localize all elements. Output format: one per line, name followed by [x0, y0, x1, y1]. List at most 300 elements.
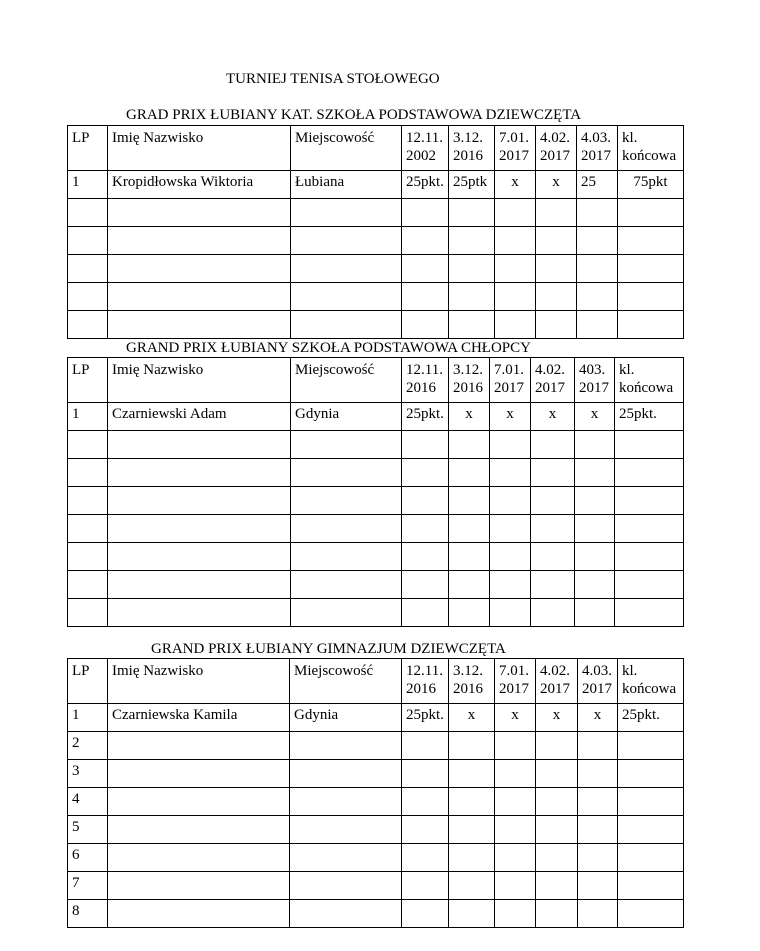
table-cell: [68, 487, 108, 515]
table-cell: 2: [68, 732, 108, 760]
header-cell-text: 7.01.: [499, 130, 529, 146]
table-cell: [495, 732, 536, 760]
table-cell: Czarniewski Adam: [108, 403, 291, 431]
table-cell: [108, 459, 291, 487]
table-cell: [495, 255, 536, 283]
header-cell: [68, 126, 108, 171]
header-cell: [68, 659, 108, 704]
header-cell: [291, 126, 402, 171]
table-cell: [291, 311, 402, 339]
header-cell-text: 12.11.: [406, 362, 443, 378]
header-cell-text: 2017: [582, 681, 612, 697]
table-cell: [449, 872, 495, 900]
header-cell-text: 2017: [535, 380, 565, 396]
table-cell: [402, 844, 449, 872]
table-cell: [291, 571, 402, 599]
table-cell: x: [575, 403, 615, 431]
table-cell: [290, 760, 402, 788]
table-cell: [449, 283, 495, 311]
table-cell: [495, 816, 536, 844]
header-cell: [68, 358, 108, 403]
section-3-table: [67, 658, 684, 928]
table-cell: x: [495, 704, 536, 732]
table-cell: [536, 788, 578, 816]
header-cell-text: 2016: [453, 681, 483, 697]
table-cell: x: [495, 171, 536, 199]
section-2-table: [67, 357, 684, 627]
table-cell: [402, 459, 449, 487]
table-row: [68, 515, 684, 543]
table-cell: [402, 431, 449, 459]
table-cell: [108, 571, 291, 599]
table-cell: [495, 900, 536, 928]
header-cell: [618, 126, 684, 171]
table-cell: [531, 543, 575, 571]
table-cell: [575, 599, 615, 627]
table-cell: [449, 515, 490, 543]
table-cell: [291, 431, 402, 459]
header-cell: [449, 126, 495, 171]
table-cell: [495, 227, 536, 255]
header-cell-text: 2002: [406, 148, 436, 164]
table-cell: [290, 732, 402, 760]
header-cell-text: 4.03.: [581, 130, 611, 146]
table-cell: [108, 283, 291, 311]
table-cell: [490, 599, 531, 627]
header-cell-text: 2016: [406, 380, 436, 396]
table-cell: [402, 816, 449, 844]
table-cell: 25pkt.: [402, 403, 449, 431]
table-cell: [449, 255, 495, 283]
table-cell: [575, 543, 615, 571]
table-row: [68, 571, 684, 599]
table-cell: [618, 227, 684, 255]
table-cell: [615, 487, 684, 515]
table-cell: [490, 431, 531, 459]
table-cell: [536, 816, 578, 844]
table-cell: [402, 543, 449, 571]
header-cell-text: 12.11.: [406, 130, 443, 146]
table-cell: x: [536, 171, 577, 199]
section-2-title: GRAND PRIX ŁUBIANY SZKOŁA PODSTAWOWA CHŁOPCY: [126, 340, 531, 356]
table-cell: 3: [68, 760, 108, 788]
table-row: [68, 283, 684, 311]
table-cell: [536, 872, 578, 900]
header-cell-text: LP: [72, 663, 90, 679]
table-cell: [495, 199, 536, 227]
table-cell: [68, 431, 108, 459]
table-cell: [291, 459, 402, 487]
header-cell-text: końcowa: [622, 681, 677, 697]
table-cell: [536, 199, 577, 227]
table-row: [68, 732, 684, 760]
table-cell: [577, 199, 618, 227]
table-row: [68, 171, 684, 199]
table-cell: [108, 900, 290, 928]
table-cell: x: [536, 704, 578, 732]
section-1-title: GRAD PRIX ŁUBIANY KAT. SZKOŁA PODSTAWOWA DZIEWCZĘTA: [126, 107, 582, 123]
table-cell: [108, 599, 291, 627]
header-row: [68, 126, 684, 171]
table-cell: Gdynia: [290, 704, 402, 732]
table-cell: [449, 844, 495, 872]
header-cell-text: Imię Nazwisko: [112, 362, 204, 378]
table-cell: 1: [68, 171, 108, 199]
table-cell: [578, 844, 618, 872]
header-cell: [490, 358, 531, 403]
table-row: [68, 487, 684, 515]
header-cell-text: 2017: [581, 148, 611, 164]
table-cell: [618, 255, 684, 283]
table-cell: Łubiana: [291, 171, 402, 199]
header-cell-text: Miejscowość: [295, 362, 375, 378]
table-cell: 25pkt.: [402, 704, 449, 732]
table-cell: 25: [577, 171, 618, 199]
header-cell-text: 403.: [579, 362, 606, 378]
header-cell: [108, 126, 291, 171]
header-cell-text: Miejscowość: [295, 130, 375, 146]
table-row: [68, 844, 684, 872]
table-cell: [108, 487, 291, 515]
table-cell: [578, 760, 618, 788]
header-cell-text: 2017: [499, 681, 529, 697]
table-cell: [531, 515, 575, 543]
table-cell: [490, 571, 531, 599]
table-cell: [449, 900, 495, 928]
table-cell: [575, 487, 615, 515]
header-cell: [578, 659, 618, 704]
table-cell: [291, 599, 402, 627]
header-row: [68, 358, 684, 403]
table-row: [68, 227, 684, 255]
table-cell: [68, 599, 108, 627]
table-cell: [108, 431, 291, 459]
header-cell: [536, 126, 577, 171]
table-cell: [578, 900, 618, 928]
table-cell: [449, 487, 490, 515]
table-cell: [495, 788, 536, 816]
table-row: [68, 311, 684, 339]
table-cell: [402, 283, 449, 311]
header-cell: [615, 358, 684, 403]
table-cell: [402, 311, 449, 339]
table-cell: [68, 543, 108, 571]
table-cell: [290, 816, 402, 844]
table-cell: [575, 515, 615, 543]
table-row: [68, 872, 684, 900]
table-cell: Kropidłowska Wiktoria: [108, 171, 291, 199]
table-cell: [290, 872, 402, 900]
table-cell: x: [490, 403, 531, 431]
table-cell: x: [531, 403, 575, 431]
header-cell-text: końcowa: [622, 148, 677, 164]
header-cell-text: 2017: [494, 380, 524, 396]
table-cell: [531, 599, 575, 627]
table-cell: 5: [68, 816, 108, 844]
header-cell-text: 4.02.: [540, 663, 570, 679]
header-cell: [449, 358, 490, 403]
header-cell-text: 2016: [406, 681, 436, 697]
table-row: [68, 459, 684, 487]
table-cell: [618, 788, 684, 816]
table-cell: Czarniewska Kamila: [108, 704, 290, 732]
header-cell-text: kl.: [622, 130, 638, 146]
section-1-table: [67, 125, 684, 339]
header-cell-text: Imię Nazwisko: [112, 130, 204, 146]
table-cell: [108, 788, 290, 816]
table-cell: x: [449, 403, 490, 431]
table-cell: [68, 283, 108, 311]
header-cell: [618, 659, 684, 704]
table-cell: [290, 844, 402, 872]
table-cell: [449, 816, 495, 844]
table-cell: [531, 571, 575, 599]
table-cell: [402, 760, 449, 788]
header-cell: [449, 659, 495, 704]
table-cell: 25pkt.: [402, 171, 449, 199]
table-cell: [618, 872, 684, 900]
table-cell: [536, 255, 577, 283]
header-cell-text: 7.01.: [494, 362, 524, 378]
table-cell: [402, 487, 449, 515]
header-cell-text: Imię Nazwisko: [112, 663, 204, 679]
table-cell: [449, 543, 490, 571]
table-row: [68, 431, 684, 459]
table-cell: [108, 255, 291, 283]
header-cell: [402, 358, 449, 403]
table-cell: [68, 227, 108, 255]
table-cell: [577, 255, 618, 283]
header-cell-text: 4.02.: [535, 362, 565, 378]
table-cell: [615, 515, 684, 543]
header-cell-text: 3.12.: [453, 130, 483, 146]
table-cell: [449, 571, 490, 599]
header-cell: [495, 659, 536, 704]
table-row: [68, 199, 684, 227]
table-cell: [578, 816, 618, 844]
table-cell: [536, 311, 577, 339]
table-cell: [575, 571, 615, 599]
header-cell-text: kl.: [622, 663, 638, 679]
header-cell-text: 4.02.: [540, 130, 570, 146]
table-cell: [495, 760, 536, 788]
table-cell: x: [449, 704, 495, 732]
table-cell: [575, 459, 615, 487]
table-cell: [402, 788, 449, 816]
table-cell: 1: [68, 704, 108, 732]
table-cell: [618, 816, 684, 844]
table-cell: [402, 900, 449, 928]
table-cell: [291, 543, 402, 571]
table-cell: [577, 227, 618, 255]
table-cell: [402, 599, 449, 627]
table-row: [68, 760, 684, 788]
table-cell: [495, 872, 536, 900]
table-cell: [495, 283, 536, 311]
table-cell: [615, 571, 684, 599]
table-cell: [402, 515, 449, 543]
table-cell: [108, 816, 290, 844]
table-cell: [290, 788, 402, 816]
header-cell-text: 2017: [540, 148, 570, 164]
table-cell: 4: [68, 788, 108, 816]
table-row: [68, 900, 684, 928]
table-cell: [575, 431, 615, 459]
header-cell-text: 2016: [453, 380, 483, 396]
table-cell: [495, 844, 536, 872]
header-cell-text: 12.11.: [406, 663, 443, 679]
table-cell: [618, 283, 684, 311]
table-cell: [615, 431, 684, 459]
table-cell: [449, 431, 490, 459]
table-cell: [615, 459, 684, 487]
header-cell: [575, 358, 615, 403]
header-cell: [108, 358, 291, 403]
section-3-title: GRAND PRIX ŁUBIANY GIMNAZJUM DZIEWCZĘTA: [151, 641, 506, 657]
table-cell: [490, 459, 531, 487]
table-cell: [618, 844, 684, 872]
table-cell: [536, 227, 577, 255]
table-cell: [536, 900, 578, 928]
table-cell: [578, 872, 618, 900]
table-cell: [108, 543, 291, 571]
table-cell: [291, 227, 402, 255]
header-cell: [290, 659, 402, 704]
table-cell: 7: [68, 872, 108, 900]
table-cell: [402, 872, 449, 900]
header-cell: [291, 358, 402, 403]
table-cell: [402, 199, 449, 227]
table-cell: [490, 487, 531, 515]
table-cell: [449, 760, 495, 788]
table-cell: [449, 599, 490, 627]
header-cell-text: LP: [72, 362, 90, 378]
table-row: [68, 788, 684, 816]
table-cell: [490, 515, 531, 543]
table-cell: [108, 760, 290, 788]
table-cell: [577, 283, 618, 311]
table-row: [68, 704, 684, 732]
header-cell-text: 3.12.: [453, 663, 483, 679]
table-cell: 1: [68, 403, 108, 431]
table-row: [68, 255, 684, 283]
table-cell: [615, 599, 684, 627]
table-cell: 25pkt.: [618, 704, 684, 732]
table-cell: Gdynia: [291, 403, 402, 431]
header-cell-text: 3.12.: [453, 362, 483, 378]
table-row: [68, 403, 684, 431]
table-cell: [449, 459, 490, 487]
table-cell: [578, 732, 618, 760]
table-cell: [108, 872, 290, 900]
table-cell: [402, 732, 449, 760]
header-row: [68, 659, 684, 704]
table-cell: [449, 732, 495, 760]
table-cell: [108, 311, 291, 339]
table-row: [68, 543, 684, 571]
header-cell: [108, 659, 290, 704]
header-cell: [402, 659, 449, 704]
table-cell: [536, 760, 578, 788]
table-cell: [536, 732, 578, 760]
header-cell: [536, 659, 578, 704]
table-cell: [531, 431, 575, 459]
table-cell: [291, 283, 402, 311]
table-cell: [402, 255, 449, 283]
table-cell: [449, 199, 495, 227]
table-cell: [68, 199, 108, 227]
table-cell: [615, 543, 684, 571]
header-cell-text: 2017: [579, 380, 609, 396]
table-cell: [108, 844, 290, 872]
header-cell: [495, 126, 536, 171]
table-cell: [108, 199, 291, 227]
table-cell: [291, 487, 402, 515]
table-cell: [68, 255, 108, 283]
header-cell-text: LP: [72, 130, 90, 146]
header-cell-text: 4.03.: [582, 663, 612, 679]
table-cell: [449, 788, 495, 816]
table-cell: [402, 571, 449, 599]
table-row: [68, 816, 684, 844]
table-cell: 8: [68, 900, 108, 928]
table-cell: [108, 732, 290, 760]
header-cell-text: 2016: [453, 148, 483, 164]
table-cell: 75pkt: [618, 171, 684, 199]
header-cell-text: 2017: [499, 148, 529, 164]
table-cell: [618, 199, 684, 227]
header-cell-text: końcowa: [619, 380, 674, 396]
table-cell: [291, 255, 402, 283]
table-cell: [108, 227, 291, 255]
table-cell: 6: [68, 844, 108, 872]
table-cell: [495, 311, 536, 339]
table-cell: [68, 515, 108, 543]
header-cell-text: Miejscowość: [294, 663, 374, 679]
table-row: [68, 599, 684, 627]
table-cell: x: [578, 704, 618, 732]
table-cell: [449, 227, 495, 255]
table-cell: [291, 515, 402, 543]
table-cell: 25ptk: [449, 171, 495, 199]
table-cell: [291, 199, 402, 227]
table-cell: [618, 732, 684, 760]
header-cell-text: 7.01.: [499, 663, 529, 679]
table-cell: 25pkt.: [615, 403, 684, 431]
table-cell: [108, 515, 291, 543]
table-cell: [578, 788, 618, 816]
document-title: TURNIEJ TENISA STOŁOWEGO: [226, 71, 440, 87]
table-cell: [449, 311, 495, 339]
table-cell: [618, 311, 684, 339]
table-cell: [536, 844, 578, 872]
table-cell: [68, 459, 108, 487]
header-cell: [531, 358, 575, 403]
table-cell: [618, 900, 684, 928]
header-cell-text: kl.: [619, 362, 635, 378]
table-cell: [618, 760, 684, 788]
table-cell: [536, 283, 577, 311]
header-cell-text: 2017: [540, 681, 570, 697]
table-cell: [531, 459, 575, 487]
table-cell: [68, 311, 108, 339]
table-cell: [577, 311, 618, 339]
header-cell: [577, 126, 618, 171]
table-cell: [290, 900, 402, 928]
table-cell: [68, 571, 108, 599]
table-cell: [490, 543, 531, 571]
table-cell: [402, 227, 449, 255]
